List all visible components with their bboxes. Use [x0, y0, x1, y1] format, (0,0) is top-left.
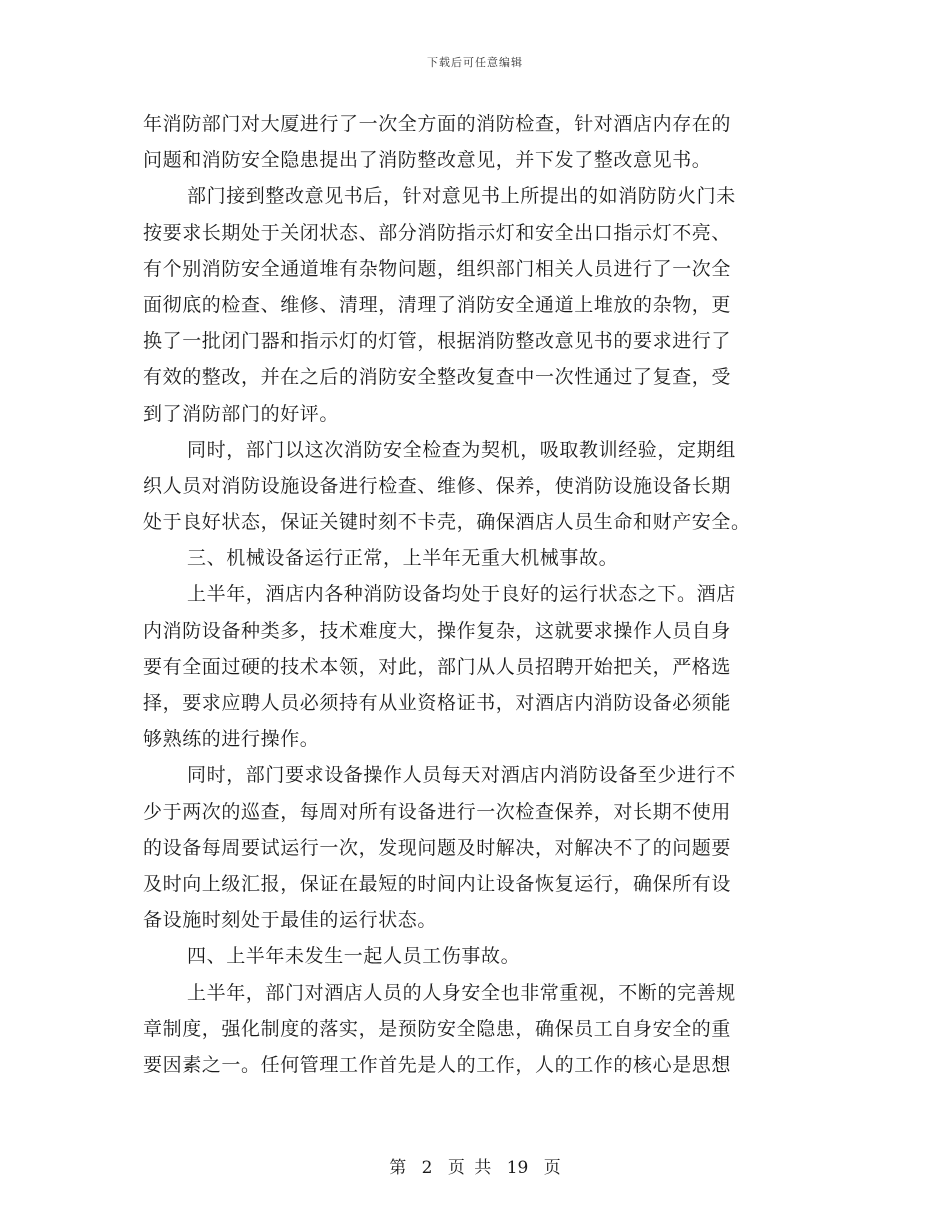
paragraph-start-line: 同时，部门以这次消防安全检查为契机，吸取教训经验，定期组: [187, 438, 736, 461]
text-line: 织人员对消防设施设备进行检查、维修、保养，使消防设施设备长期: [143, 474, 732, 497]
footer-prefix: 第: [389, 1158, 407, 1178]
text-line: 少于两次的巡查，每周对所有设备进行一次检查保养，对长期不使用: [143, 800, 732, 823]
current-page-number: 2: [421, 1158, 433, 1178]
page-header-note: 下载后可任意编辑: [427, 56, 523, 69]
paragraph-start-line: 上半年，部门对酒店人员的人身安全也非常重视，不断的完善规: [187, 981, 736, 1004]
text-line: 要因素之一。任何管理工作首先是人的工作，人的工作的核心是思想: [143, 1053, 732, 1076]
text-line: 备设施时刻处于最佳的运行状态。: [143, 909, 438, 932]
paragraph-start-line: 部门接到整改意见书后，针对意见书上所提出的如消防防火门未: [187, 185, 736, 208]
text-line: 及时向上级汇报，保证在最短的时间内让设备恢复运行，确保所有设: [143, 872, 732, 895]
paragraph-start-line: 同时，部门要求设备操作人员每天对酒店内消防设备至少进行不: [187, 764, 736, 787]
total-page-count: 19: [506, 1158, 529, 1178]
text-line: 到了消防部门的好评。: [143, 402, 340, 425]
text-line: 有效的整改，并在之后的消防安全整改复查中一次性通过了复查，受: [143, 366, 732, 389]
text-line: 要有全面过硬的技术本领，对此，部门从人员招聘开始把关，严格选: [143, 655, 732, 678]
text-line: 问题和消防安全隐患提出了消防整改意见，并下发了整改意见书。: [143, 149, 712, 172]
text-line: 处于良好状态，保证关键时刻不卡壳，确保酒店人员生命和财产安全。: [143, 511, 751, 534]
text-line: 够熟练的进行操作。: [143, 728, 320, 751]
section-heading: 四、上半年未发生一起人员工伤事故。: [187, 945, 521, 968]
text-line: 的设备每周要试运行一次，发现问题及时解决，对解决不了的问题要: [143, 836, 732, 859]
text-line: 面彻底的检查、维修、清理，清理了消防安全通道上堆放的杂物，更: [143, 293, 732, 316]
text-line: 有个别消防安全通道堆有杂物问题，组织部门相关人员进行了一次全: [143, 257, 732, 280]
page-number-footer: [0, 1153, 950, 1178]
text-line: 换了一批闭门器和指示灯的灯管，根据消防整改意见书的要求进行了: [143, 330, 732, 353]
text-line: 章制度，强化制度的落实，是预防安全隐患，确保员工自身安全的重: [143, 1017, 732, 1040]
text-line: 按要求长期处于关闭状态、部分消防指示灯和安全出口指示灯不亮、: [143, 221, 732, 244]
document-body: [143, 106, 808, 1083]
text-line: 内消防设备种类多，技术难度大，操作复杂，这就要求操作人员自身: [143, 619, 732, 642]
text-line: 择，要求应聘人员必须持有从业资格证书，对酒店内消防设备必须能: [143, 692, 732, 714]
section-heading: 三、机械设备运行正常，上半年无重大机械事故。: [187, 547, 619, 570]
footer-middle: 页 共: [447, 1158, 492, 1178]
text-line: 年消防部门对大厦进行了一次全方面的消防检查，针对酒店内存在的: [143, 113, 732, 135]
paragraph-start-line: 上半年，酒店内各种消防设备均处于良好的运行状态之下。酒店: [187, 583, 736, 606]
footer-suffix: 页: [543, 1158, 561, 1178]
